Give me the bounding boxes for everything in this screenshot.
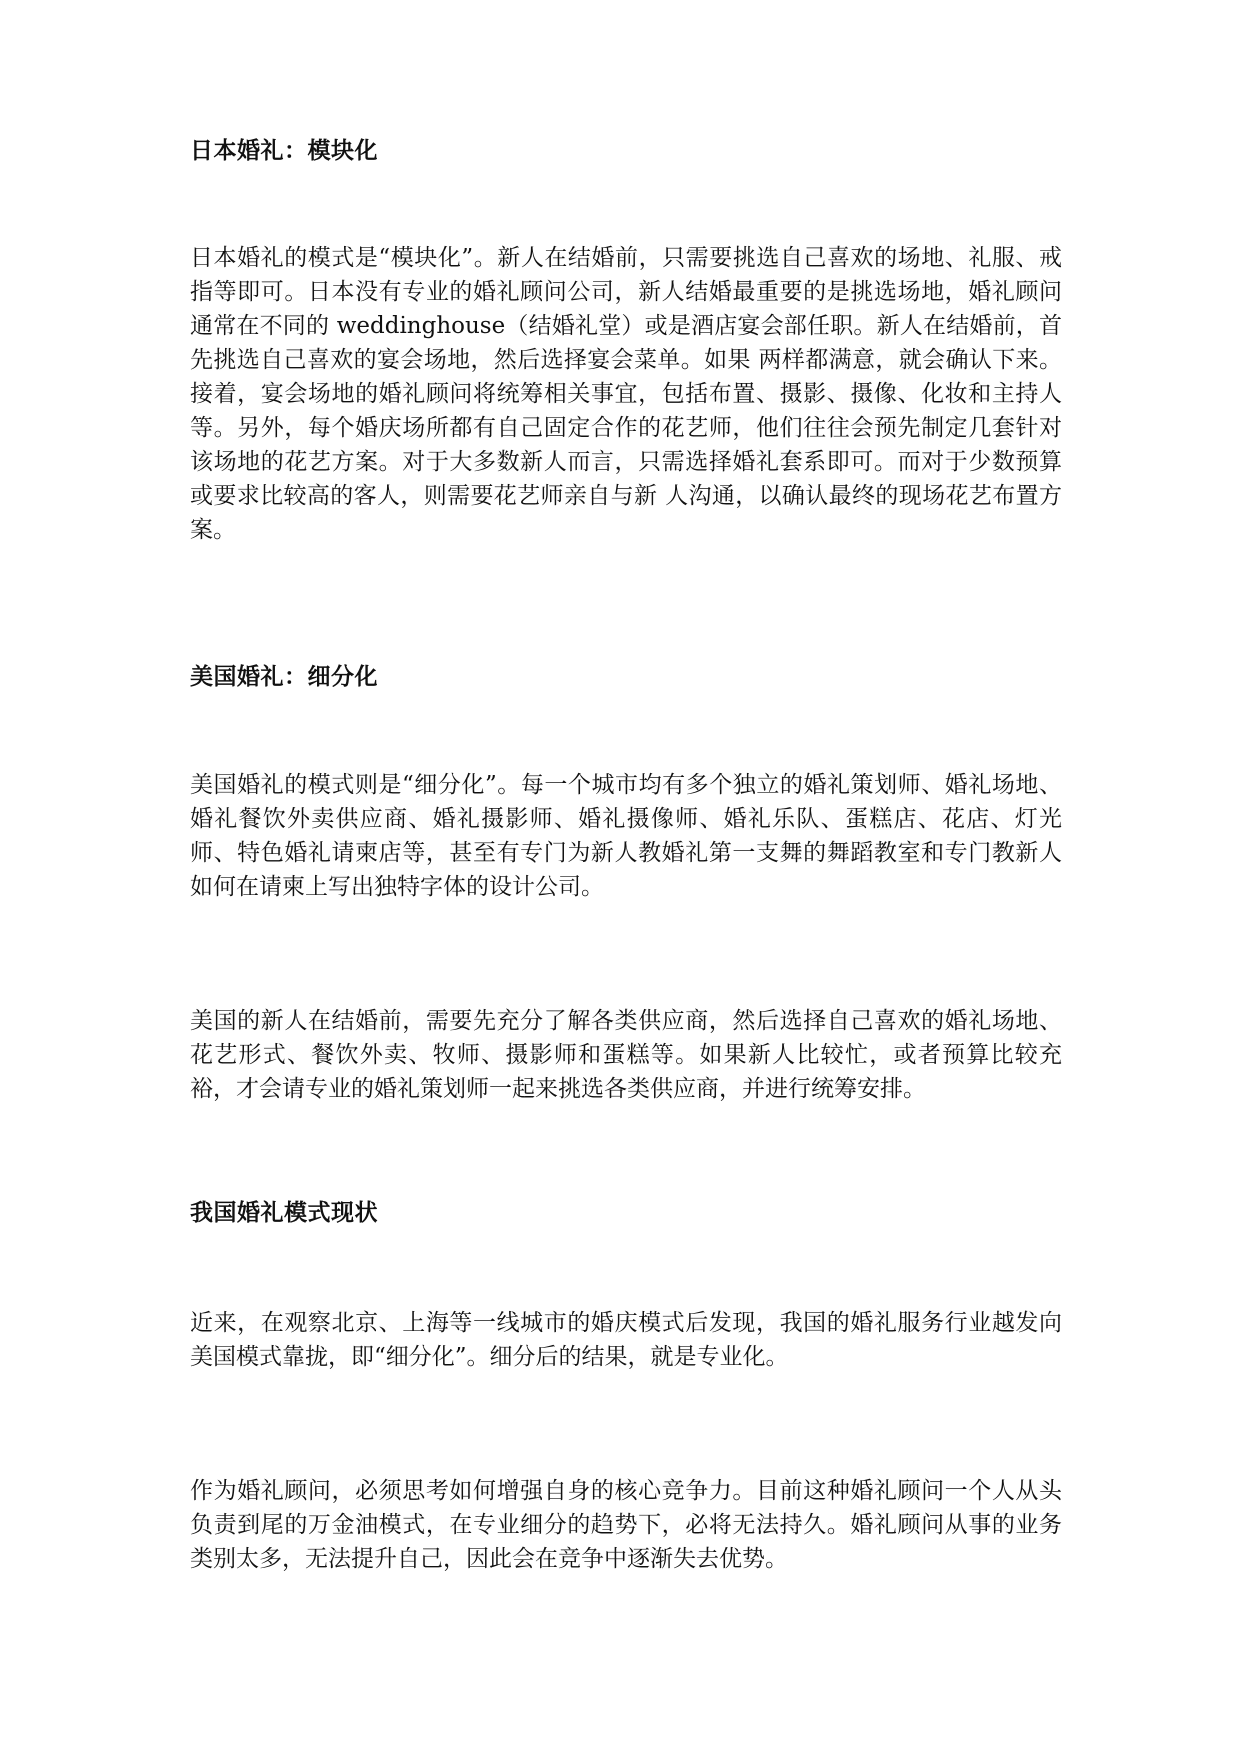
section-heading-japan: 日本婚礼：模块化 (190, 138, 378, 164)
section-heading-china: 我国婚礼模式现状 (190, 1200, 378, 1226)
paragraph-usa-couples: 美国的新人在结婚前，需要先充分了解各类供应商，然后选择自己喜欢的婚礼场地、花艺形式、餐饮外卖、牧师、摄影师和蛋糕等。如果新人比较忙，或者预算比较充裕，才会请专业的婚礼策划师一起来挑选各类供应商，并进行统筹安排。 (190, 1008, 1062, 1102)
paragraph-consultant-competitiveness: 作为婚礼顾问，必须思考如何增强自身的核心竞争力。目前这种婚礼顾问一个人从头负责到尾的万金油模式，在专业细分的趋势下，必将无法持久。婚礼顾问从事的业务类别太多，无法提升自己，因此会在竞争中逐渐失去优势。 (190, 1478, 1062, 1572)
paragraph-japan-modular: 日本婚礼的模式是“模块化”。新人在结婚前，只需要挑选自己喜欢的场地、礼服、戒指等即可。日本没有专业的婚礼顾问公司，新人结婚最重要的是挑选场地，婚礼顾问通常在不同的 weddinghouse（结婚礼堂）或是酒店宴会部任职。新人在结婚前，首先挑选自己喜欢的宴会场地，然后选择宴会菜单。如果 两样都满意，就会确认下来。接着，宴会场地的婚礼顾问将统筹相关事宜，包括布置、摄影、摄像、化妆和主持人等。另外，每个婚庆场所都有自己固定合作的花艺师，他们往往会预先制定几套针对该场地的花艺方案。对于大多数新人而言，只需选择婚礼套系即可。而对于少数预算或要求比较高的客人，则需要花艺师亲自与新 人沟通，以确认最终的现场花艺布置方案。 (190, 245, 1062, 543)
paragraph-usa-segmented: 美国婚礼的模式则是“细分化”。每一个城市均有多个独立的婚礼策划师、婚礼场地、婚礼餐饮外卖供应商、婚礼摄影师、婚礼摄像师、婚礼乐队、蛋糕店、花店、灯光师、特色婚礼请柬店等，甚至有专门为新人教婚礼第一支舞的舞蹈教室和专门教新人如何在请柬上写出独特字体的设计公司。 (190, 772, 1062, 900)
section-heading-usa: 美国婚礼：细分化 (190, 664, 378, 690)
paragraph-china-status: 近来，在观察北京、上海等一线城市的婚庆模式后发现，我国的婚礼服务行业越发向美国模式靠拢，即“细分化”。细分后的结果，就是专业化。 (190, 1310, 1062, 1370)
